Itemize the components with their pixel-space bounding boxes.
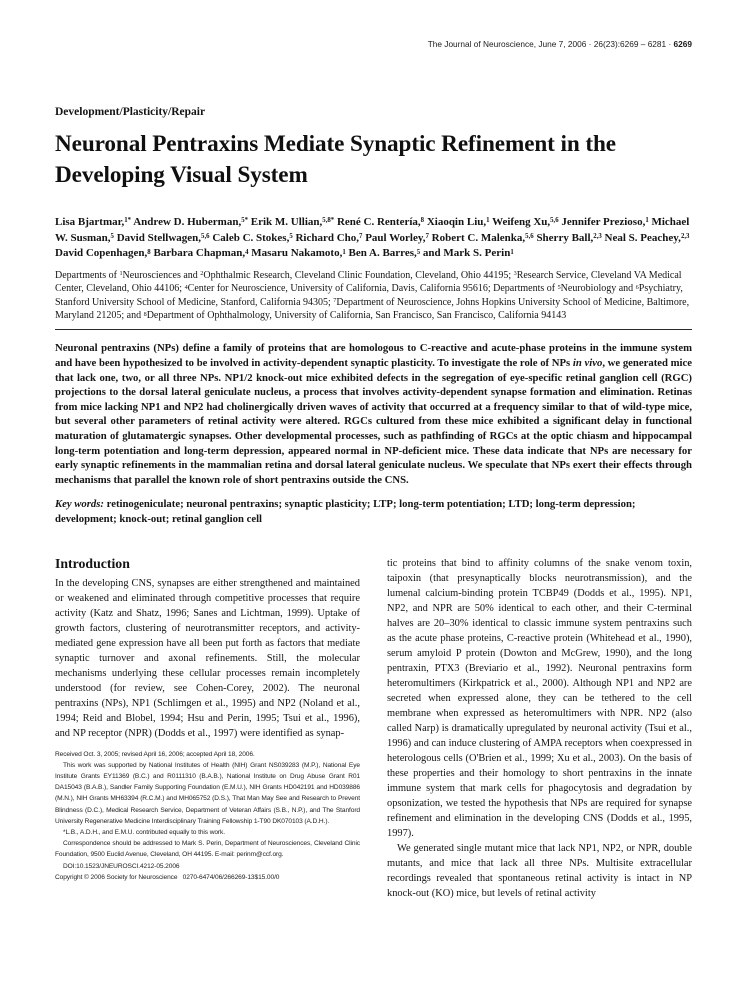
left-column <box>55 556 360 901</box>
affiliation-list: Departments of $^1$Neurosciences and $^2$Ophthalmic Research, Cleveland Clinic Foundation, Cleveland, Ohio 44195; $^3$Research Service, Cleveland VA Medical Center, Cleveland, Ohio 44106; $^4$Center for Neuroscience, University of California, Davis, California 95616; Departments of $^5$Neurobiology and $^6$Psychiatry, Stanford University School of Medicine, Stanford, California 94305; $^7$Department of Neuroscience, Johns Hopkins University School of Medicine, Baltimore, Maryland 21205; and $^8$Department of Ophthalmology, University of California, San Francisco, San Francisco, California 94143 <box>55 269 690 321</box>
footnote-block <box>55 749 360 883</box>
right-column <box>387 556 692 901</box>
footnote-line: Correspondence should be addressed to Mark S. Perin, Department of Neurosciences, Cleveland Clinic Foundation, 9500 Euclid Avenue, Cleveland, OH 44195. E-mail: perinm@ccf.org. <box>55 840 360 859</box>
running-head <box>55 39 692 49</box>
author-list: Lisa Bjartmar,$^{1*}$ Andrew D. Huberman,$^{5*}$ Erik M. Ullian,$^{5,8*}$ René C. Rentería,$^8$ Xiaoqin Liu,$^1$ Weifeng Xu,$^{5,6}$ Jennifer Prezioso,$^1$ Michael W. Susman,$^5$ David Stellwagen,$^{5,6}$ Caleb C. Stokes,$^5$ Richard Cho,$^7$ Paul Worley,$^7$ Robert C. Malenka,$^{5,6}$ Sherry Ball,$^{2,3}$ Neal S. Peachey,$^{2,3}$ David Copenhagen,$^8$ Barbara Chapman,$^4$ Masaru Nakamoto,$^1$ Ben A. Barres,$^5$ and Mark S. Perin$^1$ <box>55 216 690 260</box>
section-label: Development/Plasticity/Repair <box>55 106 206 118</box>
body-paragraph: tic proteins that bind to affinity columns of the snake venom toxin, taipoxin (that presynaptically blocks neurotransmission), and the lumenal calcium-binding protein TCBP49 (Dodds et al., 1995). NP1, NP2, and NPR are 50% identical to each other, and their C-terminal halves are 20–30% identical to classic immune system pentraxins such as the acute phase proteins, C-reactive protein (Whitehead et al., 1990), serum amyloid P protein (Dowton and McGrew, 1990), and the long pentraxin, PTX3 (Breviario et al., 1992). Neuronal pentraxins form heteromultimers (Kirkpatrick et al., 2000). Although NP1 and NP2 are secreted when expressed alone, they can be tethered to the cell membrane when expressed as heteromultimers with NPR. NP2 (also called Narp) is dramatically upregulated by neuronal activity (Tsui et al., 1996) and can induce clustering of AMPA receptors when coexpressed in heterologous cells (O'Brien et al., 1999; Xu et al., 2003). On the basis of these properties and their homology to short pentraxins in the innate immune system that mark cells for phagocytosis and degradation by opsonization, we tested the hypothesis that NPs are required for synapse refinement and elimination in the developing CNS (Dodds et al., 1995, 1997). <box>387 557 692 839</box>
keywords: Key words: retinogeniculate; neuronal pentraxins; synaptic plasticity; LTP; long-term potentiation; LTD; long-term depression; development; knock-out; retinal ganglion cell <box>55 498 636 525</box>
footnote-line: This work was supported by National Institutes of Health (NIH) Grant NS039283 (M.P.), National Eye Institute Grants EY11369 (B.C.) and R0111310 (B.A.B.), National Institute on Drug Abuse Grant R01 DA15043 (B.A.B.), Sandler Family Supporting Foundation (E.M.U.), NIH Grants HD042191 and HD039886 (M.N.), NIH Grants MH63394 (R.C.M.) and MH065752 (D.S.), That Man May See and Research to Prevent Blindness (D.C.), Medical Research Service, Department of Veteran Affairs (S.B., N.P.), and The Stanford University Regenerative Medicine Interdisciplinary Training Fellowship 1-T90 DK070103 (A.D.H.). <box>55 761 360 825</box>
body-paragraph: We generated single mutant mice that lack NP1, NP2, or NPR, double mutants, and mice that lack all three NPs. Multisite extracellular recordings revealed that spontaneous retinal activity is intact in NP knock-out (KO) mice, but levels of retinal activity <box>387 842 692 899</box>
abstract-divider <box>55 329 692 330</box>
introduction-heading: Introduction <box>55 555 130 571</box>
article-title: Neuronal Pentraxins Mediate Synaptic Refinement in the Developing Visual System <box>55 131 616 188</box>
page-number: 6269 <box>673 39 692 49</box>
footnote-line: DOI:10.1523/JNEUROSCI.4212-05.2006 <box>63 862 180 870</box>
footnote-line: *L.B., A.D.H., and E.M.U. contributed equally to this work. <box>63 828 225 836</box>
introduction-paragraph: In the developing CNS, synapses are either strengthened and maintained or weakened and eliminated through competitive processes that require activity (Katz and Shatz, 1996; Sanes and Lichtman, 1999). Uptake of growth factors, clustering of neurotransmitter receptors, and activity-mediated gene expression have all been put forth as factors that mediate synaptic turnover and axonal refinements. Still, the molecular mechanisms underlying these cellular processes remain incompletely understood (for review, see Cohen-Corey, 2002). The neuronal pentraxins (NPs), NP1 (Schlimgen et al., 1995) and NP2 (Noland et al., 1994; Reid and Blobel, 1994; Hsu and Perin, 1995; Tsui et al., 1996), and NP receptor (NPR) (Dodds et al., 1997) were identified as synap- <box>55 577 360 739</box>
footnote-line: Received Oct. 3, 2005; revised April 16, 2006; accepted April 18, 2006. <box>55 750 255 758</box>
abstract: Neuronal pentraxins (NPs) define a family of proteins that are homologous to C-reactive and acute-phase proteins in the immune system and have been hypothesized to be involved in activity-dependent synaptic plasticity. To investigate the role of NPs in vivo, we generated mice that lack one, two, or all three NPs. NP1/2 knock-out mice exhibited defects in the segregation of eye-specific retinal ganglion cell (RGC) projections to the dorsal lateral geniculate nucleus, a process that involves activity-dependent synapse formation and elimination. Retinas from mice lacking NP1 and NP2 had cholinergically driven waves of activity that occurred at a frequency similar to that of wild-type mice, but several other parameters of retinal activity were altered. RGCs cultured from these mice exhibited a significant delay in functional maturation of glutamatergic synapses. Other developmental processes, such as pathfinding of RGCs at the optic chiasm and hippocampal long-term potentiation and long-term depression, appeared normal in NP-deficient mice. These data indicate that NPs are necessary for early synaptic refinements in the mammalian retina and dorsal lateral geniculate nucleus. We speculate that NPs exert their effects through mechanisms that parallel the known role of short pentraxins outside the CNS. <box>55 342 692 486</box>
body-columns <box>55 556 692 901</box>
footnote-line: Copyright © 2006 Society for Neuroscience 0270-6474/06/266269-13$15.00/0 <box>55 873 280 881</box>
journal-citation: The Journal of Neuroscience, June 7, 2006 · 26(23):6269 – 6281 · <box>427 39 674 49</box>
